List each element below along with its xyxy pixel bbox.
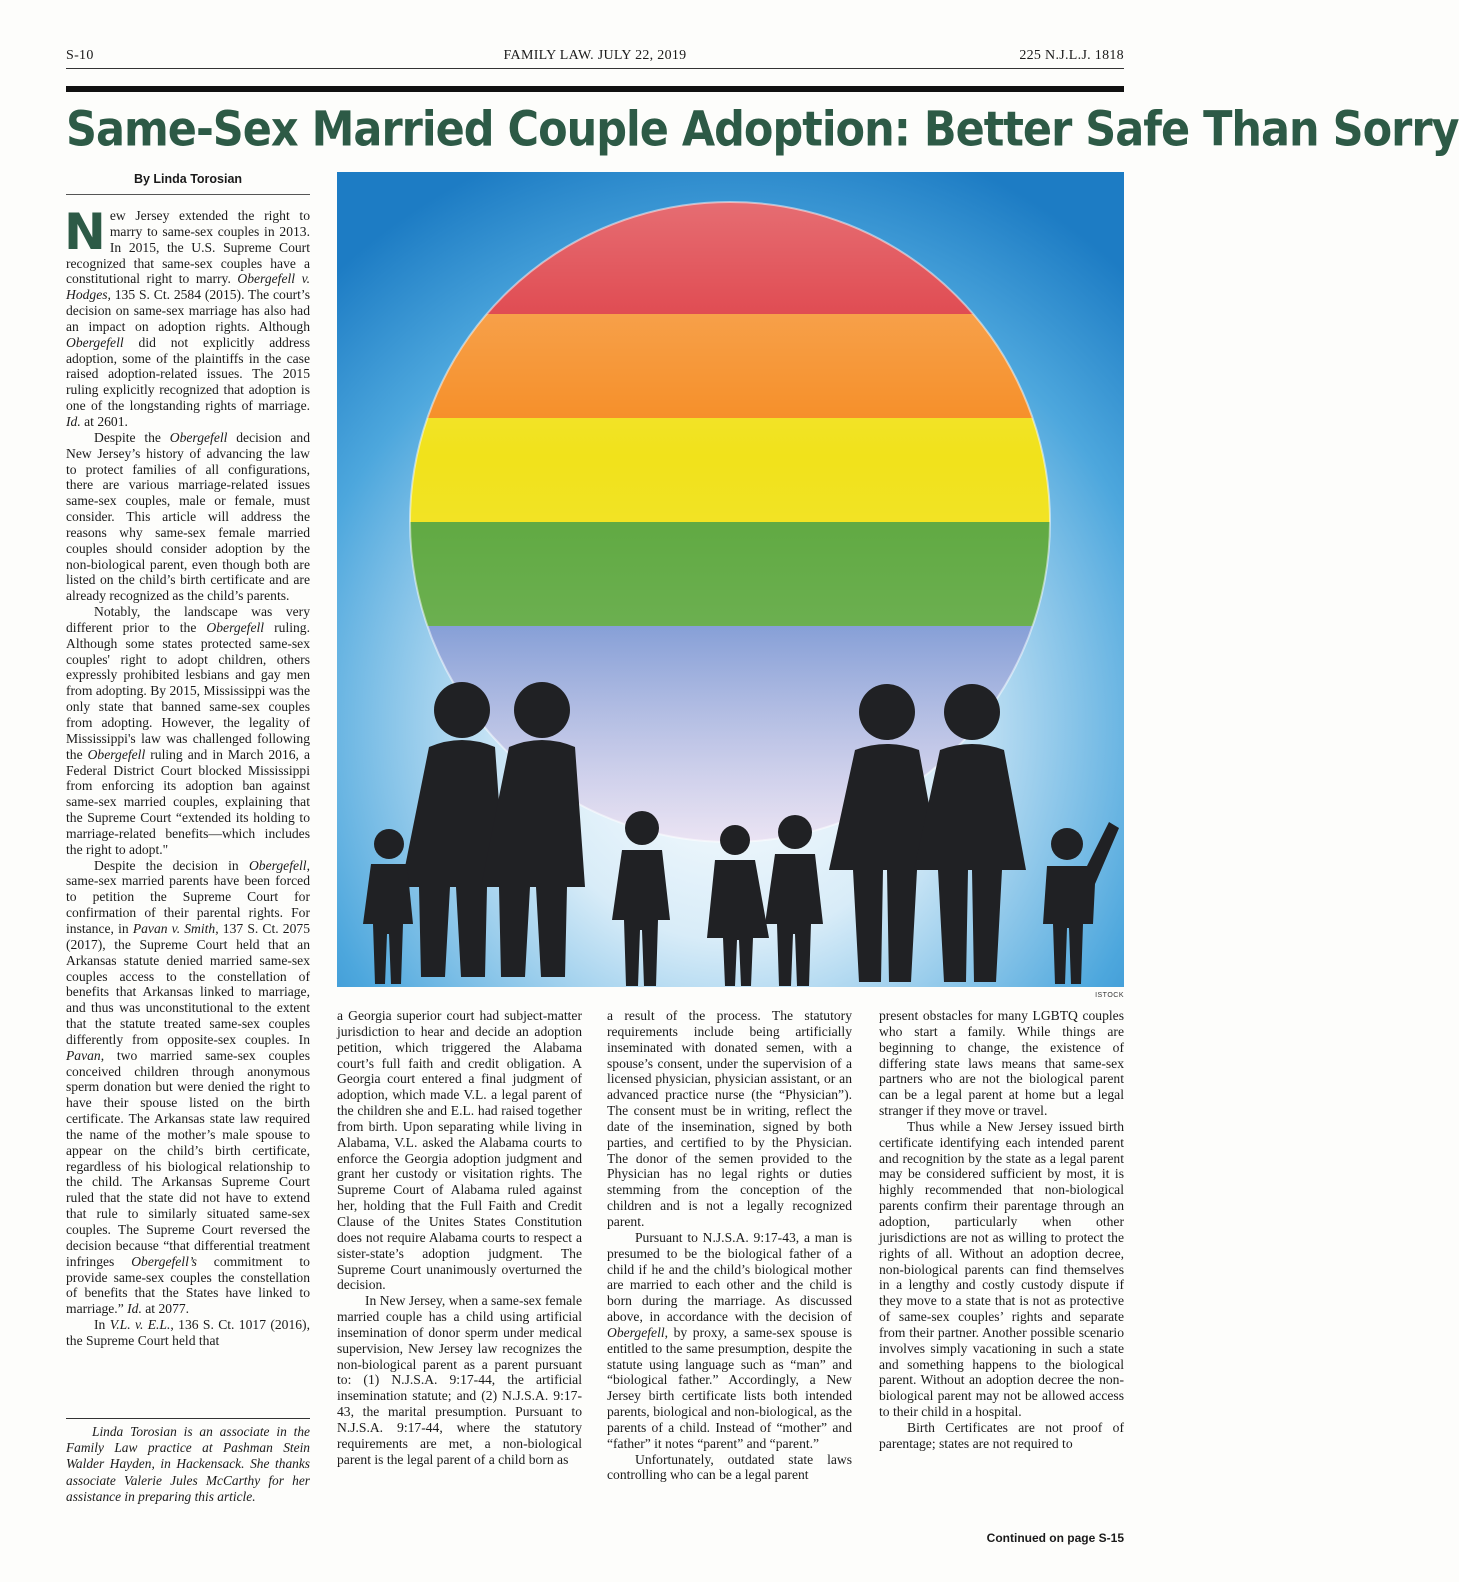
running-header [66,48,1124,68]
photo-credit: ISTOCK [1095,992,1124,999]
byline: By Linda Torosian [133,172,243,186]
paragraph-5: In V.L. v. E.L., 136 S. Ct. 1017 (2016), the Supreme Court held that [66,1317,310,1348]
headline: Same-Sex Married Couple Adoption: Better Safe Than Sorry [66,102,1459,158]
paragraph-5-continued: a Georgia superior court had subject-matter jurisdiction to hear and decide an adoption petition, which triggered the Alabama court’s full faith and credit obligation. A Georgia court entered a final judgment of adoption, which made V.L. a legal parent of the children she and E.L. had raised together from birth. Upon separating while living in Alabama, V.L. asked the Alabama courts to enforce the Georgia adoption judgment and grant her custody or visitation rights. The Supreme Court of Alabama ruled against her, holding that the Full Faith and Credit Clause of the Unites States Constitution does not require Alabama courts to respect a sister-state’s adoption judgment. The Supreme Court unanimously overturned the decision. [337,1008,582,1293]
column-2 [337,1008,582,1548]
paragraph-1: New Jersey extended the right to marry to same-sex couples in 2013. In 2015, the U.S. Supreme Court recognized that same-sex couples have a constitutional right to marry. Obergefell v. Hodges, 135 S. Ct. 2584 (2015). The court’s decision on same-sex marriage has also had an impact on adoption rights. Although Obergefell did not explicitly address adoption, some of the plaintiffs in the case raised adoption-related issues. The 2015 ruling explicitly recognized that adoption is one of the longstanding rights of marriage. Id. at 2601. [64,203,310,429]
paragraph-4: Despite the decision in Obergefell, same-sex married parents have been forced to petition the Supreme Court for confirmation of their parental rights. For instance, in Pavan v. Smith, 137 S. Ct. 2075 (2017), the Supreme Court held that an Arkansas statute denied married same-sex couples access to the constellation of benefits that Arkansas linked to marriage, and thus was unconstitutional to the extent that the statute treated same-sex couples differently from opposite-sex couples. In Pavan, two married same-sex couples conceived children through anonymous sperm donation but were denied the right to have their spouse listed on the birth certificate. The Arkansas state law required the name of the mother’s male spouse to appear on the child’s birth certificate, regardless of his biological relationship to the child. The Arkansas Supreme Court ruled that the state did not have to extend that rule to similarly situated same-sex couples. The Supreme Court reversed the decision because “that differential treatment infringes Obergefell’s commitment to provide same-sex couples the constellation of benefits that the States have linked to marriage.” Id. at 2077. [66,857,310,1317]
column-1 [64,203,310,1408]
citation: 225 N.J.L.J. 1818 [1019,48,1124,63]
paragraph-6-continued: a result of the process. The statutory requirements include being artificially inseminated with donated semen, with a spouse’s consent, under the supervision of a licensed physician, physician assistant, or an advanced practice nurse (the “Physician”). The consent must be in writing, reflect the date of the insemination, signed by both parties, and certified to by the Physician. The donor of the semen provided to the Physician has no legal rights or duties stemming from the conception of the children and is not a legally recognized parent. [607,1008,852,1229]
column-4 [879,1008,1124,1520]
headline-rule [66,86,1124,92]
paragraph-8-continued: present obstacles for many LGBTQ couples who start a family. While things are beginning to change, the existence of differing state laws means that same-sex partners who are not the biological parent can be a legal parent at home but a legal stranger if they move or travel. [879,1008,1124,1119]
section-date: FAMILY LAW. JULY 22, 2019 [503,48,687,63]
bio-rule [66,1418,310,1419]
continued-on-link[interactable]: Continued on page S-15 [986,1531,1124,1545]
column-3 [607,1008,852,1548]
paragraph-3: Notably, the landscape was very different prior to the Obergefell ruling. Although some states protected same-sex couples' right to adopt children, others expressly prohibited lesbians and gay men from adopting. By 2015, Mississippi was the only state that banned same-sex couples from adopting. However, the legality of Mississippi's law was challenged following the Obergefell ruling and in March 2016, a Federal District Court blocked Mississippi from enforcing its adoption ban against same-sex married couples, explaining that the Supreme Court “extended its holding to marriage-related benefits—which includes the right to adopt." [66,604,310,857]
paragraph-6: In New Jersey, when a same-sex female married couple has a child using artificial insemination of donor sperm under medical supervision, New Jersey law recognizes the non-biological parent as a parent pursuant to: (1) N.J.S.A. 9:17-44, the artificial insemination statute; and (2) N.J.S.A. 9:17-43, the marital presumption. Pursuant to N.J.S.A. 9:17-44, where the statutory requirements are met, a non-biological parent is the legal parent of a child born as [337,1293,582,1467]
paragraph-8: Unfortunately, outdated state laws controlling who can be a legal parent [607,1451,852,1483]
author-bio: Linda Torosian is an associate in the Family Law practice at Pashman Stein Walder Hayden, in Hackensack. She thanks associate Valerie Jules McCarthy for her assistance in preparing this article. [66,1424,310,1504]
paragraph-2: Despite the Obergefell decision and New Jersey’s history of advancing the law to protect families of all configurations, there are various marriage-related issues same-sex couples, male or female, must consider. This article will address the reasons why same-sex female married couples should consider adoption by the non-biological parent, even though both are listed on the child’s birth certificate and are already recognized as the child’s parents. [66,429,310,604]
page-number: S-10 [66,48,94,63]
rainbow-family-illustration [337,172,1124,987]
header-rule [66,68,1124,69]
paragraph-9: Thus while a New Jersey issued birth certificate identifying each intended parent and recognition by the state as a legal parent may be considered sufficient by most, it is highly recommended that non-biological parents confirm their parentage through an adoption, particularly when other jurisdictions are not as willing to protect the rights of all. Without an adoption decree, non-biological parents can find themselves in a lengthy and costly custody dispute if they move to a state that is not as protective of same-sex couples’ rights and separate from their partner. Another possible scenario involves simply vacationing in such a state and something happens to the biological parent. Without an adoption decree the non-biological parent may not be allowed access to their child in a hospital. [879,1118,1124,1420]
byline-box [66,170,310,195]
illustration-photo [337,172,1124,987]
paragraph-7: Pursuant to N.J.S.A. 9:17-43, a man is presumed to be the biological father of a child if he and the child’s biological mother are married to each other and the child is born during the marriage. As discussed above, in accordance with the decision of Obergefell, by proxy, a same-sex spouse is entitled to the same presumption, despite the statute using language such as “man” and “biological father.” Accordingly, a New Jersey birth certificate lists both intended parents, biological and non-biological, as the parents of a child. Instead of “mother” and “father” it notes “parent” and “parent.” [607,1229,852,1451]
paragraph-10: Birth Certificates are not proof of parentage; states are not required to [879,1419,1124,1451]
drop-cap: N [64,203,106,261]
